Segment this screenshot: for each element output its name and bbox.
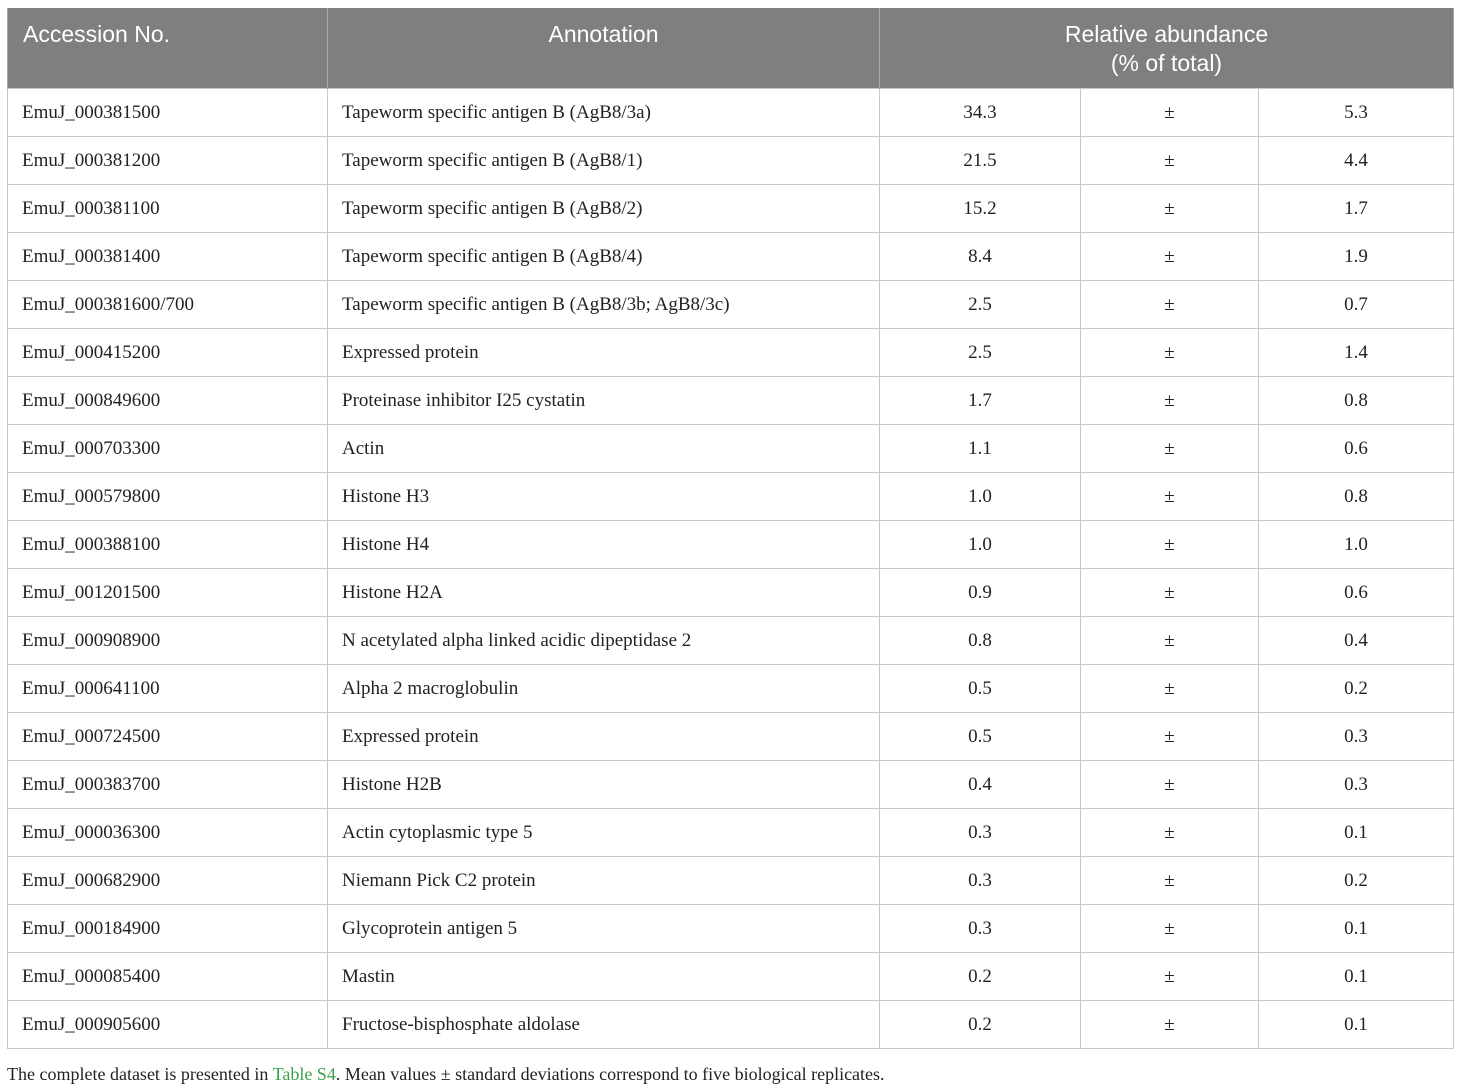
accession-cell: EmuJ_000383700: [8, 761, 328, 809]
header-accession: [8, 8, 328, 89]
mean-value-cell: 1.0: [880, 473, 1081, 521]
mean-value-cell: 0.3: [880, 905, 1081, 953]
plus-minus-cell: ±: [1081, 281, 1259, 329]
sd-value-cell: 0.1: [1259, 809, 1454, 857]
sd-value-cell: 0.1: [1259, 953, 1454, 1001]
accession-cell: EmuJ_000905600: [8, 1001, 328, 1049]
annotation-cell: Histone H4: [328, 521, 880, 569]
annotation-cell: Tapeworm specific antigen B (AgB8/3a): [328, 89, 880, 137]
table-row: [8, 89, 1454, 137]
table-row: [8, 281, 1454, 329]
accession-cell: EmuJ_000579800: [8, 473, 328, 521]
plus-minus-cell: ±: [1081, 905, 1259, 953]
mean-value-cell: 0.3: [880, 809, 1081, 857]
mean-value-cell: 1.1: [880, 425, 1081, 473]
table-row: [8, 329, 1454, 377]
sd-value-cell: 0.3: [1259, 761, 1454, 809]
sd-value-cell: 0.6: [1259, 425, 1454, 473]
mean-value-cell: 21.5: [880, 137, 1081, 185]
annotation-cell: Proteinase inhibitor I25 cystatin: [328, 377, 880, 425]
header-annotation-label: Annotation: [548, 21, 659, 47]
table-row: [8, 617, 1454, 665]
accession-cell: EmuJ_000085400: [8, 953, 328, 1001]
table-row: [8, 233, 1454, 281]
sd-value-cell: 1.7: [1259, 185, 1454, 233]
table-footnote: [7, 1063, 885, 1085]
accession-cell: EmuJ_000703300: [8, 425, 328, 473]
annotation-cell: Actin: [328, 425, 880, 473]
table-row: [8, 425, 1454, 473]
accession-cell: EmuJ_000682900: [8, 857, 328, 905]
protein-abundance-table: [7, 8, 1454, 1049]
plus-minus-cell: ±: [1081, 137, 1259, 185]
table-row: [8, 521, 1454, 569]
table-body: [8, 89, 1454, 1049]
annotation-cell: Tapeworm specific antigen B (AgB8/3b; AgB8/3c): [328, 281, 880, 329]
plus-minus-cell: ±: [1081, 809, 1259, 857]
table-row: [8, 713, 1454, 761]
mean-value-cell: 34.3: [880, 89, 1081, 137]
mean-value-cell: 1.0: [880, 521, 1081, 569]
plus-minus-cell: ±: [1081, 857, 1259, 905]
annotation-cell: Actin cytoplasmic type 5: [328, 809, 880, 857]
header-relative-abundance: [880, 8, 1454, 89]
annotation-cell: Expressed protein: [328, 713, 880, 761]
accession-cell: EmuJ_000381400: [8, 233, 328, 281]
footnote-text-after: . Mean values ± standard deviations correspond to five biological replicates.: [335, 1064, 885, 1084]
plus-minus-cell: ±: [1081, 617, 1259, 665]
annotation-cell: Tapeworm specific antigen B (AgB8/4): [328, 233, 880, 281]
annotation-cell: Histone H2B: [328, 761, 880, 809]
annotation-cell: Expressed protein: [328, 329, 880, 377]
plus-minus-cell: ±: [1081, 665, 1259, 713]
annotation-cell: Histone H2A: [328, 569, 880, 617]
sd-value-cell: 0.2: [1259, 665, 1454, 713]
accession-cell: EmuJ_000381600/700: [8, 281, 328, 329]
table-row: [8, 377, 1454, 425]
accession-cell: EmuJ_000381200: [8, 137, 328, 185]
mean-value-cell: 0.4: [880, 761, 1081, 809]
table-s4-link[interactable]: Table S4: [272, 1064, 336, 1084]
plus-minus-cell: ±: [1081, 953, 1259, 1001]
table-row: [8, 905, 1454, 953]
annotation-cell: Histone H3: [328, 473, 880, 521]
plus-minus-cell: ±: [1081, 377, 1259, 425]
sd-value-cell: 1.4: [1259, 329, 1454, 377]
accession-cell: EmuJ_000641100: [8, 665, 328, 713]
plus-minus-cell: ±: [1081, 761, 1259, 809]
plus-minus-cell: ±: [1081, 89, 1259, 137]
sd-value-cell: 1.9: [1259, 233, 1454, 281]
sd-value-cell: 0.1: [1259, 1001, 1454, 1049]
table-row: [8, 761, 1454, 809]
plus-minus-cell: ±: [1081, 521, 1259, 569]
annotation-cell: Tapeworm specific antigen B (AgB8/1): [328, 137, 880, 185]
mean-value-cell: 8.4: [880, 233, 1081, 281]
sd-value-cell: 1.0: [1259, 521, 1454, 569]
header-relative-abundance-label: [880, 8, 1453, 78]
plus-minus-cell: ±: [1081, 185, 1259, 233]
header-annotation: [328, 8, 880, 89]
accession-cell: EmuJ_000724500: [8, 713, 328, 761]
accession-cell: EmuJ_000036300: [8, 809, 328, 857]
sd-value-cell: 0.1: [1259, 905, 1454, 953]
sd-value-cell: 0.8: [1259, 473, 1454, 521]
annotation-cell: N acetylated alpha linked acidic dipeptidase 2: [328, 617, 880, 665]
sd-value-cell: 0.6: [1259, 569, 1454, 617]
plus-minus-cell: ±: [1081, 569, 1259, 617]
mean-value-cell: 0.9: [880, 569, 1081, 617]
mean-value-cell: 0.8: [880, 617, 1081, 665]
mean-value-cell: 0.2: [880, 953, 1081, 1001]
sd-value-cell: 0.2: [1259, 857, 1454, 905]
accession-cell: EmuJ_000184900: [8, 905, 328, 953]
table-row: [8, 953, 1454, 1001]
accession-cell: EmuJ_000381100: [8, 185, 328, 233]
header-accession-label: Accession No.: [23, 21, 171, 47]
accession-cell: EmuJ_001201500: [8, 569, 328, 617]
annotation-cell: Niemann Pick C2 protein: [328, 857, 880, 905]
accession-cell: EmuJ_000388100: [8, 521, 328, 569]
accession-cell: EmuJ_000849600: [8, 377, 328, 425]
table-row: [8, 473, 1454, 521]
mean-value-cell: 2.5: [880, 281, 1081, 329]
table-row: [8, 569, 1454, 617]
mean-value-cell: 1.7: [880, 377, 1081, 425]
sd-value-cell: 0.3: [1259, 713, 1454, 761]
plus-minus-cell: ±: [1081, 1001, 1259, 1049]
table-header: [8, 8, 1454, 89]
accession-cell: EmuJ_000415200: [8, 329, 328, 377]
mean-value-cell: 0.2: [880, 1001, 1081, 1049]
table-row: [8, 1001, 1454, 1049]
table-row: [8, 665, 1454, 713]
table-row: [8, 185, 1454, 233]
plus-minus-cell: ±: [1081, 425, 1259, 473]
accession-cell: EmuJ_000908900: [8, 617, 328, 665]
header-relative-abundance-line1: Relative abundance: [1064, 21, 1269, 47]
header-row: [8, 8, 1454, 89]
mean-value-cell: 0.3: [880, 857, 1081, 905]
sd-value-cell: 4.4: [1259, 137, 1454, 185]
annotation-cell: Fructose-bisphosphate aldolase: [328, 1001, 880, 1049]
mean-value-cell: 0.5: [880, 713, 1081, 761]
annotation-cell: Alpha 2 macroglobulin: [328, 665, 880, 713]
sd-value-cell: 5.3: [1259, 89, 1454, 137]
mean-value-cell: 15.2: [880, 185, 1081, 233]
table-row: [8, 137, 1454, 185]
accession-cell: EmuJ_000381500: [8, 89, 328, 137]
plus-minus-cell: ±: [1081, 713, 1259, 761]
sd-value-cell: 0.4: [1259, 617, 1454, 665]
footnote-text-before: The complete dataset is presented in: [7, 1064, 273, 1084]
mean-value-cell: 0.5: [880, 665, 1081, 713]
table-row: [8, 809, 1454, 857]
plus-minus-cell: ±: [1081, 473, 1259, 521]
mean-value-cell: 2.5: [880, 329, 1081, 377]
header-relative-abundance-line2: (% of total): [1110, 50, 1223, 76]
annotation-cell: Tapeworm specific antigen B (AgB8/2): [328, 185, 880, 233]
data-table-container: [7, 8, 1453, 1049]
annotation-cell: Glycoprotein antigen 5: [328, 905, 880, 953]
annotation-cell: Mastin: [328, 953, 880, 1001]
plus-minus-cell: ±: [1081, 233, 1259, 281]
sd-value-cell: 0.7: [1259, 281, 1454, 329]
plus-minus-cell: ±: [1081, 329, 1259, 377]
table-row: [8, 857, 1454, 905]
sd-value-cell: 0.8: [1259, 377, 1454, 425]
